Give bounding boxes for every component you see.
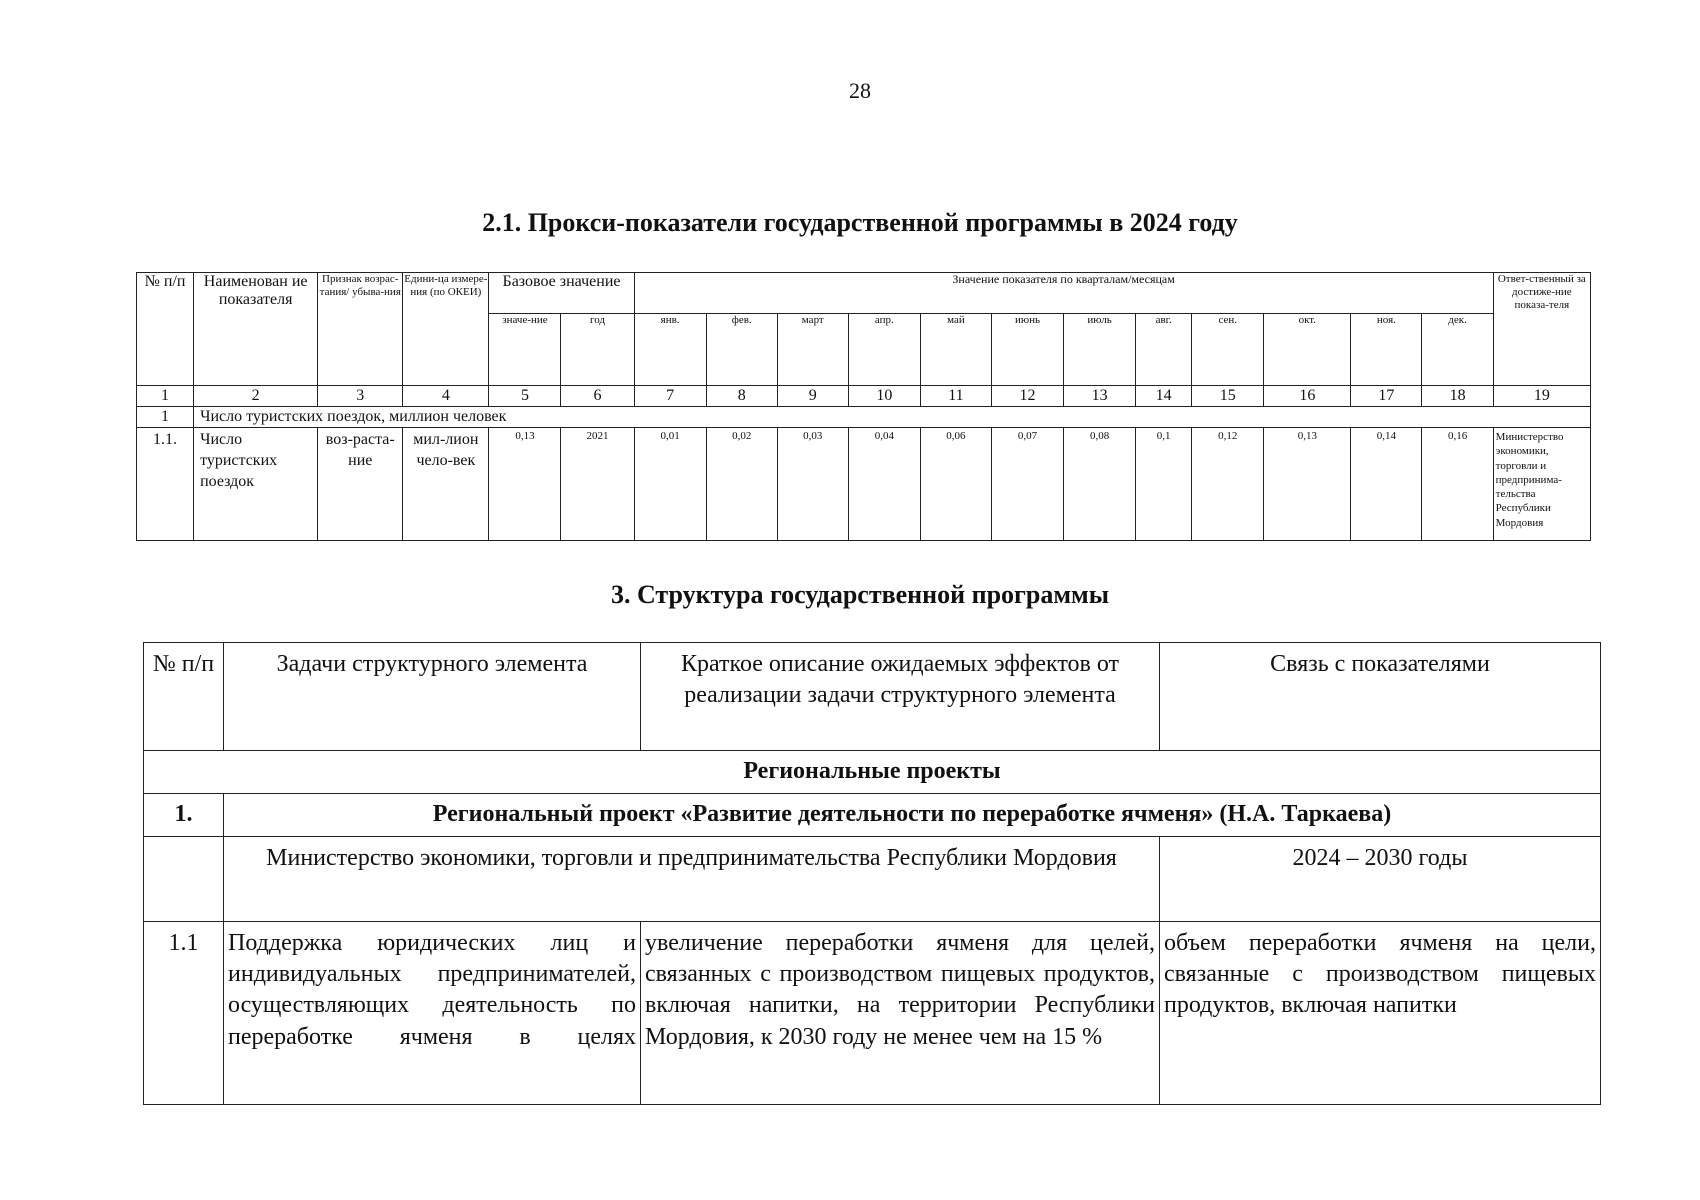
column-number: 16: [1264, 386, 1351, 407]
task-row: [144, 922, 1601, 1105]
monthly-value: 0,08: [1064, 428, 1136, 541]
implementation-period: 2024 – 2030 годы: [1160, 837, 1601, 922]
section-3-title: 3. Структура государственной программы: [610, 580, 1110, 609]
task-effect: увеличение переработки ячменя для целей, связанных с производством пищевых продуктов, включая напитки, на территории Республики Мордовия, к 2030 году не менее чем на 15 %: [641, 922, 1160, 1105]
row-num: 1.1.: [137, 428, 194, 541]
monthly-value: 0,14: [1351, 428, 1422, 541]
empty-cell: [144, 837, 224, 922]
header-month: авг.: [1136, 314, 1192, 386]
task-description: Поддержка юридических лиц и индивидуальных предпринимателей, осуществляющих деятельность по переработке ячменя в целях: [224, 922, 641, 1105]
column-number: 9: [777, 386, 848, 407]
responsible-ministry: Министерство экономики, торговли и предпринимательства Республики Мордовия: [224, 837, 1160, 922]
monthly-value: 0,02: [706, 428, 777, 541]
monthly-value: 0,01: [634, 428, 706, 541]
task-num: 1.1: [144, 922, 224, 1105]
monthly-value: 0,04: [848, 428, 920, 541]
project-row: [144, 794, 1601, 837]
indicator-group-row: [137, 407, 1591, 428]
section-row: [144, 751, 1601, 794]
indicator-unit: мил-лион чело-век: [403, 428, 489, 541]
column-number: 10: [848, 386, 920, 407]
column-number: 19: [1493, 386, 1590, 407]
header-month: фев.: [706, 314, 777, 386]
monthly-value: 0,13: [1264, 428, 1351, 541]
column-number: 1: [137, 386, 194, 407]
header-responsible: Ответ-ственный за достиже-ние показа-теля: [1493, 273, 1590, 386]
column-number: 15: [1192, 386, 1264, 407]
header-links: Связь с показателями: [1160, 643, 1601, 751]
header-month: янв.: [634, 314, 706, 386]
project-title: Региональный проект «Развитие деятельности по переработке ячменя» (Н.А. Таркаева): [224, 794, 1601, 837]
header-month: июль: [1064, 314, 1136, 386]
header-month: дек.: [1422, 314, 1493, 386]
header-month: апр.: [848, 314, 920, 386]
header-num: № п/п: [137, 273, 194, 386]
column-number: 3: [318, 386, 403, 407]
column-number: 6: [561, 386, 634, 407]
responsible-body: Министерство экономики, торговли и предпринима-тельства Республики Мордовия: [1493, 428, 1590, 541]
column-number: 7: [634, 386, 706, 407]
base-year: 2021: [561, 428, 634, 541]
column-number: 18: [1422, 386, 1493, 407]
monthly-value: 0,12: [1192, 428, 1264, 541]
column-numbers-row: [137, 386, 1591, 407]
indicator-sign: воз-раста-ние: [318, 428, 403, 541]
monthly-value: 0,1: [1136, 428, 1192, 541]
header-unit: Едини-ца измере-ния (по ОКЕИ): [403, 273, 489, 386]
header-name: Наименован ие показателя: [194, 273, 318, 386]
table-row: [137, 428, 1591, 541]
monthly-value: 0,07: [991, 428, 1063, 541]
monthly-value: 0,03: [777, 428, 848, 541]
column-number: 4: [403, 386, 489, 407]
header-tasks: Задачи структурного элемента: [224, 643, 641, 751]
column-number: 8: [706, 386, 777, 407]
indicator-name: Число туристских поездок: [194, 428, 318, 541]
header-base-year: год: [561, 314, 634, 386]
group-label: Число туристских поездок, миллион человек: [194, 407, 1591, 428]
project-num: 1.: [144, 794, 224, 837]
monthly-value: 0,06: [920, 428, 991, 541]
program-structure-table: [143, 642, 1601, 1105]
responsible-row: [144, 837, 1601, 922]
header-month: сен.: [1192, 314, 1264, 386]
proxy-indicators-table: [136, 272, 1591, 541]
column-number: 5: [489, 386, 561, 407]
header-effects: Краткое описание ожидаемых эффектов от реализации задачи структурного элемента: [641, 643, 1160, 751]
header-month: март: [777, 314, 848, 386]
column-number: 11: [920, 386, 991, 407]
section-label: Региональные проекты: [144, 751, 1601, 794]
task-indicator: объем переработки ячменя на цели, связанные с производством пищевых продуктов, включая напитки: [1160, 922, 1601, 1105]
header-base: Базовое значение: [489, 273, 634, 314]
column-number: 13: [1064, 386, 1136, 407]
header-month: июнь: [991, 314, 1063, 386]
header-month: май: [920, 314, 991, 386]
header-sign: Признак возрас-тания/ убыва-ния: [318, 273, 403, 386]
monthly-value: 0,16: [1422, 428, 1493, 541]
column-number: 17: [1351, 386, 1422, 407]
column-number: 14: [1136, 386, 1192, 407]
group-num: 1: [137, 407, 194, 428]
header-month: ноя.: [1351, 314, 1422, 386]
column-number: 12: [991, 386, 1063, 407]
header-quarters: Значение показателя по кварталам/месяцам: [634, 273, 1493, 314]
section-2-1-title: 2.1. Прокси-показатели государственной программы в 2024 году: [482, 208, 1238, 237]
column-number: 2: [194, 386, 318, 407]
header-base-value: значе-ние: [489, 314, 561, 386]
header-month: окт.: [1264, 314, 1351, 386]
header-num: № п/п: [144, 643, 224, 751]
base-value: 0,13: [489, 428, 561, 541]
page-number: 28: [849, 78, 871, 103]
